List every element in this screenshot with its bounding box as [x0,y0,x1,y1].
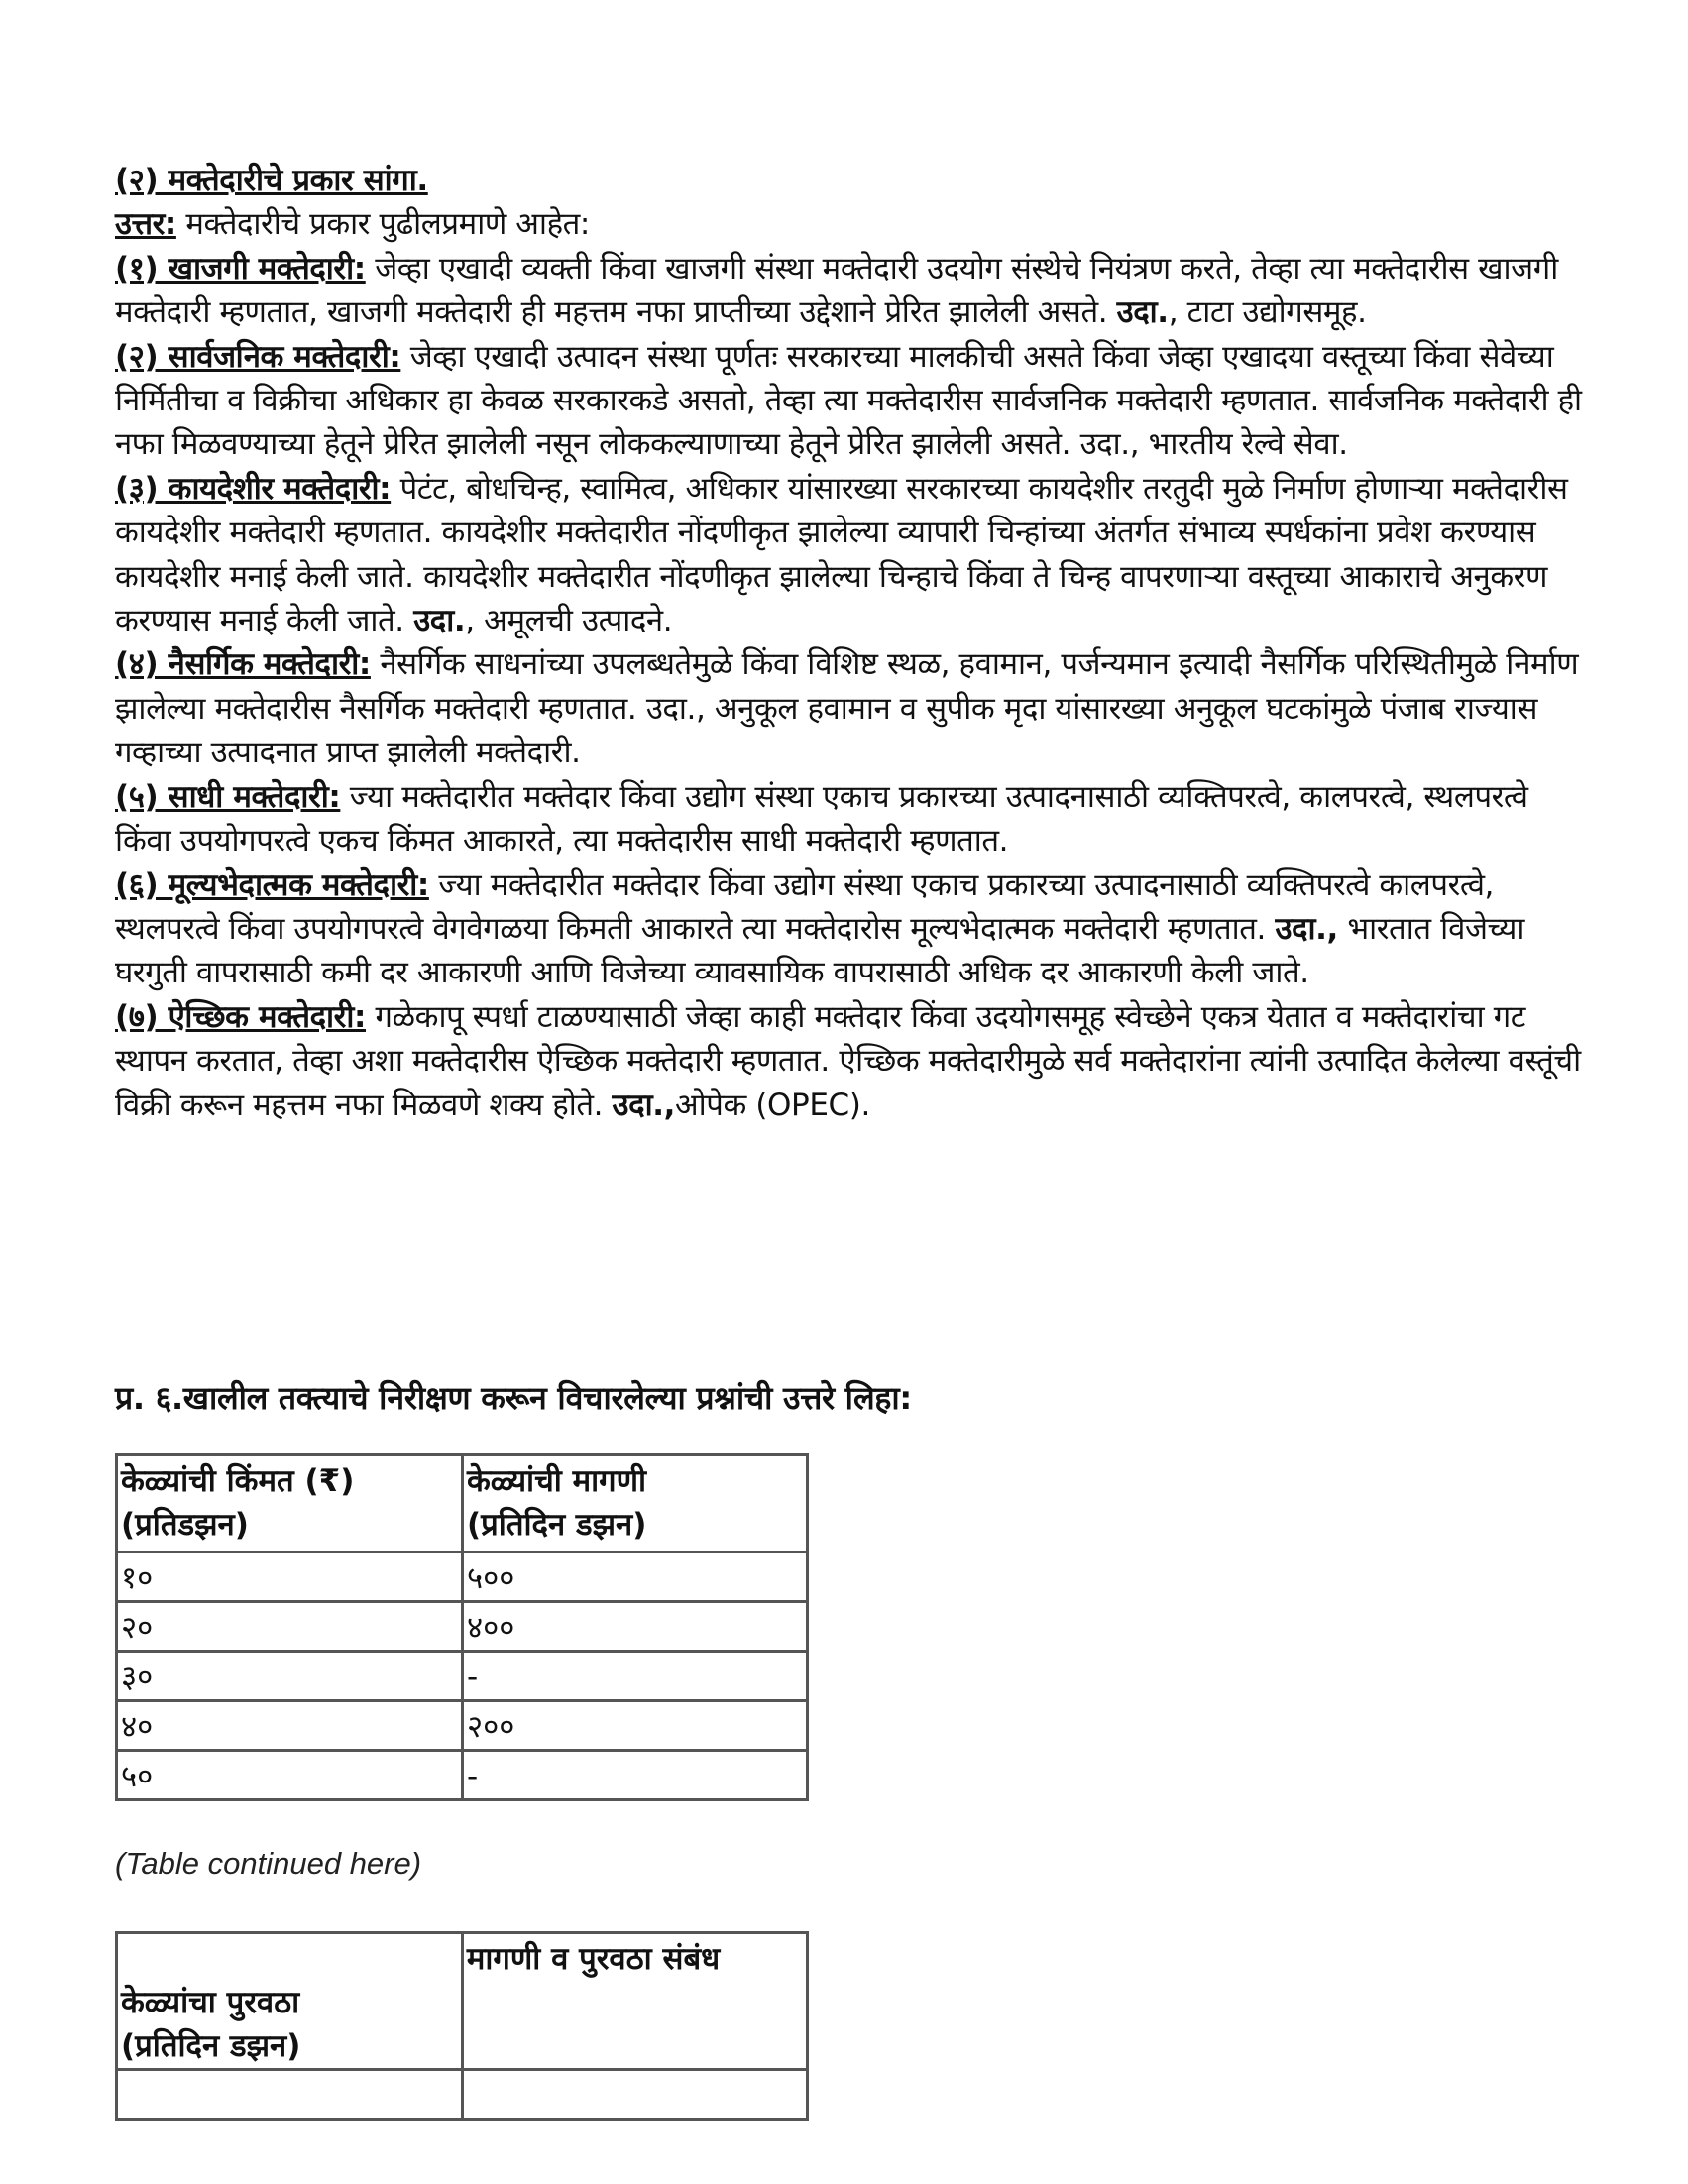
type-text: ज्या मक्तेदारीत मक्तेदार किंवा उद्योग संस्था एकाच प्रकारच्या उत्पादनासाठी व्यक्तिपरत्वे, कालपरत्वे, स्थलपरत्वे किंवा उपयोगपरत्वे एकच किंमत आकारते, त्या मक्तेदारीस साधी मक्तेदारी म्हणतात. [115,778,1528,860]
table-cell: ४०० [462,1602,807,1652]
table-cell: ३० [117,1652,463,1701]
header-text: (प्रतिदिन डझन) [466,1507,647,1543]
table-row [117,1701,808,1751]
header-cell-demand [462,1455,807,1552]
type-heading: (२) सार्वजनिक मक्तेदारी: [115,338,401,375]
example-label: उदा. [1116,294,1169,331]
type-heading: (१) खाजगी मक्तेदारी: [115,250,366,287]
type-heading: (३) कायदेशीर मक्तेदारी: [115,470,392,507]
answer-block [115,159,1582,1127]
price-demand-table [115,1453,809,1801]
header-text: मागणी व पुरवठा संबंध [466,1941,721,1977]
answer-label: उत्तर: [115,206,176,243]
question-6-heading: प्र. ६.खालील तक्त्याचे निरीक्षण करून विचारलेल्या प्रश्नांची उत्तरे लिहा: [115,1379,912,1417]
example-label: उदा., [1275,910,1338,947]
example-label: उदा., [612,1087,675,1123]
type-heading: (७) ऐच्छिक मक्तेदारी: [115,998,366,1035]
question-line [115,159,1582,202]
table-cell: २०० [462,1701,807,1751]
table-cell [462,2070,807,2120]
example-text: भारतात विजेच्या घरगुती वापरासाठी कमी दर आकारणी आणि विजेच्या व्यावसायिक वापरासाठी अधिक दर आकारणी केली जाते. [115,910,1525,991]
type-text: ज्या मक्तेदारीत मक्तेदार किंवा उद्योग संस्था एकाच प्रकारच्या उत्पादनासाठी व्यक्तिपरत्वे कालपरत्वे, स्थलपरत्वे किंवा उपयोगपरत्वे वेगवेगळया किमती आकारते त्या मक्तेदारोस मूल्यभेदात्मक मक्तेदारी म्हणतात. [115,866,1495,947]
supply-table [115,1931,809,2121]
header-cell-price [117,1455,463,1552]
example-label: उदा. [413,603,466,639]
table-header-row [117,1933,808,2070]
monopoly-type-3 [115,467,1582,643]
type-heading: (५) साधी मक्तेदारी: [115,778,341,815]
table-cell: ४० [117,1701,463,1751]
header-text: (प्रतिदिन डझन) [121,2028,301,2064]
table-row [117,1751,808,1800]
monopoly-type-1 [115,247,1582,335]
monopoly-type-6 [115,863,1582,995]
monopoly-type-4 [115,642,1582,774]
example-text: , टाटा उद्योगसमूह. [1168,294,1367,331]
type-text: जेव्हा एखादी व्यक्ती किंवा खाजगी संस्था मक्तेदारी उदयोग संस्थेचे नियंत्रण करते, तेव्हा त्या मक्तेदारीस खाजगी मक्तेदारी म्हणतात, खाजगी मक्तेदारी ही महत्तम नफा प्राप्तीच्या उद्देशाने प्रेरित झालेली असते. [115,250,1558,331]
table-header-row [117,1455,808,1552]
table-cell [117,2070,463,2120]
table-cell: ५०० [462,1552,807,1602]
monopoly-type-7 [115,995,1582,1127]
table-row [117,1652,808,1701]
monopoly-type-5 [115,775,1582,863]
table-cell: १० [117,1552,463,1602]
header-cell-supply [117,1933,463,2070]
header-text: केळ्यांची किंमत (₹) [121,1463,355,1499]
question-number: (२) मक्तेदारीचे प्रकार सांगा. [115,163,428,198]
monopoly-type-2 [115,335,1582,467]
type-text: गळेकापू स्पर्धा टाळण्यासाठी जेव्हा काही मक्तेदार किंवा उदयोगसमूह स्वेच्छेने एकत्र येतात व मक्तेदारांचा गट स्थापन करतात, तेव्हा अशा मक्तेदारीस ऐच्छिक मक्तेदारी म्हणतात. ऐच्छिक मक्तेदारीमुळे सर्व मक्तेदारांना त्यांनी उत्पादित केलेल्या वस्तूंची विक्री करून महत्तम नफा मिळवणे शक्य होते. [115,998,1581,1123]
header-cell-relation [462,1933,807,2070]
header-text: केळ्यांची मागणी [466,1463,647,1499]
type-text: नैसर्गिक साधनांच्या उपलब्धतेमुळे किंवा विशिष्ट स्थळ, हवामान, पर्जन्यमान इत्यादी नैसर्गिक परिस्थितीमुळे निर्माण झालेल्या मक्तेदारीस नैसर्गिक मक्तेदारी म्हणतात. उदा., अनुकूल हवामान व सुपीक मृदा यांसारख्या अनुकूल घटकांमुळे पंजाब राज्यास गव्हाच्या उत्पादनात प्राप्त झालेली मक्तेदारी. [115,646,1579,771]
header-text: (प्रतिडझन) [121,1507,249,1543]
table-cell: - [462,1652,807,1701]
table-continued-note: (Table continued here) [115,1846,422,1881]
table-cell: ५० [117,1751,463,1800]
answer-intro: मक्तेदारीचे प्रकार पुढीलप्रमाणे आहेत: [175,206,590,243]
example-text: ओपेक (OPEC). [674,1087,870,1123]
table-cell: २० [117,1602,463,1652]
table-cell: - [462,1751,807,1800]
type-heading: (६) मूल्यभेदात्मक मक्तेदारी: [115,866,429,903]
table-row [117,2070,808,2120]
table-row [117,1552,808,1602]
answer-line [115,202,1582,246]
table-row [117,1602,808,1652]
example-text: , अमूलची उत्पादने. [465,603,673,639]
type-text: पेटंट, बोधचिन्ह, स्वामित्व, अधिकार यांसारख्या सरकारच्या कायदेशीर तरतुदी मुळे निर्माण होणाऱ्या मक्तेदारीस कायदेशीर मक्तेदारी म्हणतात. कायदेशीर मक्तेदारीत नोंदणीकृत झालेल्या व्यापारी चिन्हांच्या अंतर्गत संभाव्य स्पर्धकांना प्रवेश करण्यास कायदेशीर मनाई केली जाते. कायदेशीर मक्तेदारीत नोंदणीकृत झालेल्या चिन्हाचे किंवा ते चिन्ह वापरणाऱ्या वस्तूच्या आकाराचे अनुकरण करण्यास मनाई केली जाते. [115,470,1568,639]
type-text: जेव्हा एखादी उत्पादन संस्था पूर्णतः सरकारच्या मालकीची असते किंवा जेव्हा एखादया वस्तूच्या किंवा सेवेच्या निर्मितीचा व विक्रीचा अधिकार हा केवळ सरकारकडे असतो, तेव्हा त्या मक्तेदारीस सार्वजनिक मक्तेदारी म्हणतात. सार्वजनिक मक्तेदारी ही नफा मिळवण्याच्या हेतूने प्रेरित झालेली नसून लोककल्याणाच्या हेतूने प्रेरित झालेली असते. उदा., भारतीय रेल्वे सेवा. [115,338,1582,463]
header-text: केळ्यांचा पुरवठा [121,1985,300,2020]
type-heading: (४) नैसर्गिक मक्तेदारी: [115,646,371,683]
